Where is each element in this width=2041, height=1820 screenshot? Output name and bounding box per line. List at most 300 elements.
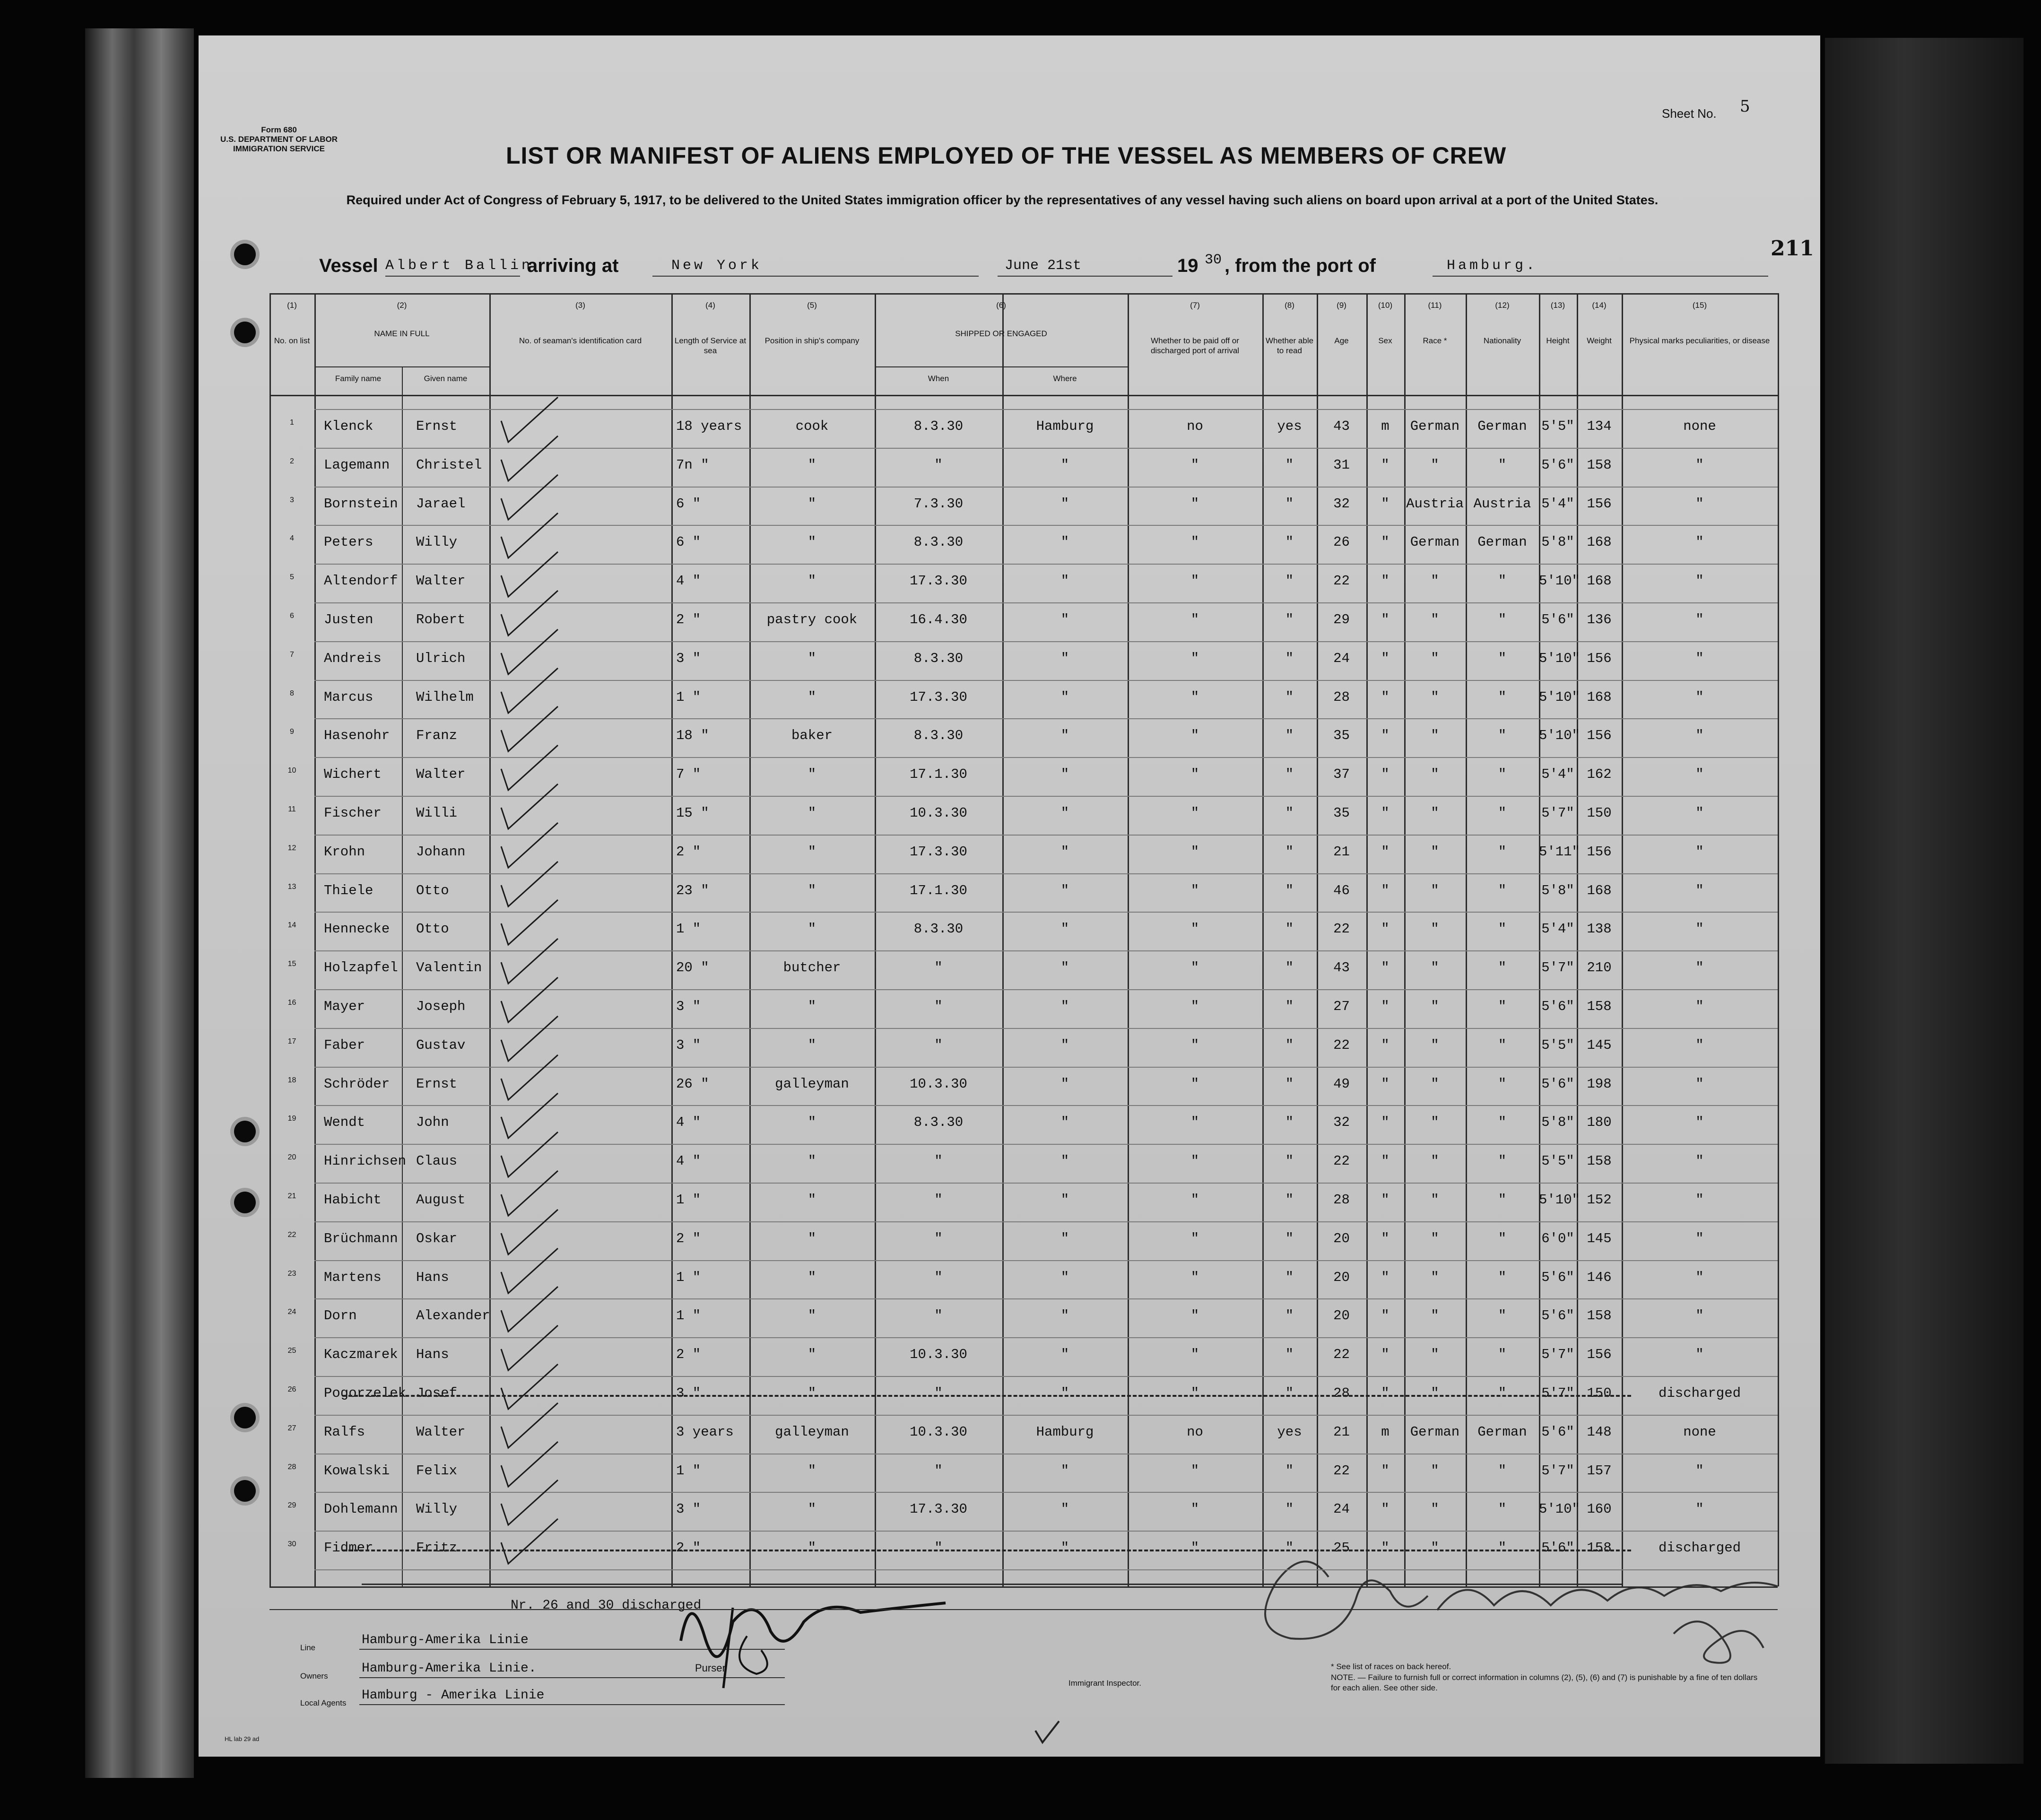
- cell-service: 4 ": [676, 1115, 701, 1131]
- cell-sex: ": [1381, 1540, 1390, 1556]
- cell-where: ": [1060, 882, 1069, 898]
- cell-no: 15: [287, 960, 296, 968]
- cell-marks: ": [1695, 1269, 1704, 1285]
- cell-given: Walter: [416, 573, 466, 589]
- cell-age: 29: [1333, 612, 1350, 627]
- cell-when: ": [934, 457, 943, 473]
- cell-given: Willi: [416, 805, 458, 821]
- date-underline: [998, 276, 1172, 277]
- cell-service: 1 ": [676, 1269, 701, 1285]
- cell-position: ": [808, 844, 816, 860]
- cell-race: ": [1431, 1463, 1439, 1479]
- cell-no: 6: [290, 612, 294, 620]
- cell-weight: 168: [1587, 534, 1612, 550]
- cell-paid: ": [1190, 805, 1199, 821]
- cell-where: ": [1060, 1192, 1069, 1208]
- cell-position: ": [808, 689, 816, 705]
- cell-given: John: [416, 1115, 449, 1131]
- cell-paid: ": [1190, 457, 1199, 473]
- cell-age: 31: [1333, 457, 1350, 473]
- cell-paid: ": [1190, 1269, 1199, 1285]
- cell-no: 16: [287, 999, 296, 1007]
- cell-position: ": [808, 1230, 816, 1246]
- cell-no: 7: [290, 650, 294, 659]
- cell-weight: 198: [1587, 1076, 1612, 1092]
- page-number: 211: [1771, 236, 1814, 261]
- cell-where: Hamburg: [1036, 418, 1094, 434]
- cell-weight: 146: [1587, 1269, 1612, 1285]
- cell-service: 7 ": [676, 766, 701, 783]
- cell-service: 2 ": [676, 612, 701, 627]
- cell-sex: ": [1381, 728, 1390, 744]
- cell-paid: ": [1190, 728, 1199, 744]
- vessel-underline: [385, 276, 520, 277]
- cell-paid: no: [1187, 418, 1203, 434]
- cell-when: ": [934, 1037, 943, 1053]
- cell-family: Mayer: [324, 999, 365, 1014]
- cell-weight: 210: [1587, 960, 1612, 976]
- cell-age: 27: [1333, 999, 1350, 1014]
- cell-nat: ": [1498, 921, 1507, 937]
- column-header: Sex: [1378, 336, 1392, 345]
- cell-marks: ": [1695, 612, 1704, 627]
- cell-marks: discharged: [1658, 1385, 1741, 1401]
- cell-family: Schröder: [324, 1076, 390, 1092]
- cell-when: ": [934, 1308, 943, 1324]
- cell-race: ": [1431, 612, 1439, 627]
- discharged-note: Nr. 26 and 30 discharged: [511, 1598, 702, 1613]
- cell-given: Christel: [416, 457, 482, 473]
- cell-paid: no: [1187, 1424, 1203, 1440]
- cell-read: ": [1285, 650, 1294, 666]
- cell-position: ": [808, 1037, 816, 1053]
- cell-height: 5'6": [1541, 1308, 1574, 1324]
- punch-hole: [234, 244, 256, 265]
- cell-read: ": [1285, 534, 1294, 550]
- sheet-label: Sheet No.: [1662, 106, 1717, 121]
- cell-nat: ": [1498, 1115, 1507, 1131]
- cell-family: Pogorzelek: [324, 1385, 407, 1401]
- cell-when: 10.3.30: [910, 1347, 967, 1363]
- cell-read: ": [1285, 960, 1294, 976]
- cell-sex: ": [1381, 1192, 1390, 1208]
- cell-read: ": [1285, 1269, 1294, 1285]
- cell-weight: 158: [1587, 1308, 1612, 1324]
- cell-read: ": [1285, 1037, 1294, 1053]
- cell-marks: ": [1695, 1076, 1704, 1092]
- cell-paid: ": [1190, 689, 1199, 705]
- cell-sex: ": [1381, 1230, 1390, 1246]
- cell-family: Hennecke: [324, 921, 390, 937]
- cell-paid: ": [1190, 612, 1199, 627]
- cell-marks: ": [1695, 650, 1704, 666]
- cell-when: 8.3.30: [913, 728, 964, 744]
- cell-sex: m: [1381, 418, 1390, 434]
- cell-height: 5'6": [1541, 999, 1574, 1014]
- cell-nat: ": [1498, 1037, 1507, 1053]
- cell-no: 20: [287, 1153, 296, 1162]
- cell-height: 5'10": [1539, 689, 1581, 705]
- cell-family: Martens: [324, 1269, 382, 1285]
- cell-nat: ": [1498, 1501, 1507, 1517]
- cell-nat: ": [1498, 1076, 1507, 1092]
- cell-nat: ": [1498, 457, 1507, 473]
- cell-where: ": [1060, 1308, 1069, 1324]
- cell-race: ": [1431, 650, 1439, 666]
- cell-no: 9: [290, 728, 294, 736]
- column-header: NAME IN FULL: [374, 329, 430, 338]
- column-number: (5): [807, 301, 817, 310]
- cell-service: 2 ": [676, 1347, 701, 1363]
- cell-age: 49: [1333, 1076, 1350, 1092]
- race-note: * See list of races on back hereof.: [1331, 1662, 1451, 1671]
- cell-when: 7.3.30: [913, 496, 964, 512]
- cell-age: 21: [1333, 1424, 1350, 1440]
- cell-nat: German: [1477, 1424, 1527, 1440]
- cell-no: 12: [287, 844, 296, 852]
- cell-no: 26: [287, 1385, 296, 1393]
- cell-given: Josef: [416, 1385, 458, 1401]
- cell-nat: ": [1498, 1347, 1507, 1363]
- cell-paid: ": [1190, 1308, 1199, 1324]
- cell-family: Dohlemann: [324, 1501, 398, 1517]
- cell-family: Lagemann: [324, 457, 390, 473]
- cell-sex: ": [1381, 1115, 1390, 1131]
- cell-family: Kowalski: [324, 1463, 390, 1479]
- cell-read: ": [1285, 921, 1294, 937]
- cell-sex: ": [1381, 1501, 1390, 1517]
- cell-where: ": [1060, 1347, 1069, 1363]
- cell-given: Ernst: [416, 1076, 458, 1092]
- cell-weight: 150: [1587, 805, 1612, 821]
- cell-position: ": [808, 496, 816, 512]
- cell-sex: ": [1381, 1153, 1390, 1169]
- cell-weight: 156: [1587, 728, 1612, 744]
- cell-family: Fidmer: [324, 1540, 373, 1556]
- cell-weight: 138: [1587, 921, 1612, 937]
- cell-nat: ": [1498, 1308, 1507, 1324]
- cell-nat: ": [1498, 728, 1507, 744]
- cell-position: ": [808, 650, 816, 666]
- cell-read: ": [1285, 1540, 1294, 1556]
- cell-when: ": [934, 960, 943, 976]
- cell-height: 5'6": [1541, 1540, 1574, 1556]
- cell-read: ": [1285, 612, 1294, 627]
- agents-underline: [359, 1704, 785, 1705]
- cell-sex: ": [1381, 534, 1390, 550]
- cell-family: Krohn: [324, 844, 365, 860]
- cell-given: Willy: [416, 534, 458, 550]
- cell-height: 6'0": [1541, 1230, 1574, 1246]
- column-header: Weight: [1587, 336, 1612, 345]
- cell-paid: ": [1190, 1501, 1199, 1517]
- cell-position: ": [808, 1385, 816, 1401]
- cell-height: 5'5": [1541, 418, 1574, 434]
- cell-height: 5'6": [1541, 457, 1574, 473]
- cell-given: Oskar: [416, 1230, 458, 1246]
- cell-weight: 168: [1587, 882, 1612, 898]
- cell-paid: ": [1190, 1463, 1199, 1479]
- cell-age: 32: [1333, 1115, 1350, 1131]
- cell-race: ": [1431, 999, 1439, 1014]
- cell-family: Andreis: [324, 650, 382, 666]
- cell-height: 5'7": [1541, 960, 1574, 976]
- given-name-header: Given name: [424, 374, 468, 383]
- cell-no: 18: [287, 1076, 296, 1084]
- cell-position: ": [808, 1501, 816, 1517]
- purser-label: Purser: [695, 1662, 726, 1674]
- cell-age: 28: [1333, 1385, 1350, 1401]
- cell-where: ": [1060, 1540, 1069, 1556]
- cell-race: ": [1431, 766, 1439, 783]
- cell-service: 2 ": [676, 1540, 701, 1556]
- cell-given: Hans: [416, 1347, 449, 1363]
- cell-position: ": [808, 1115, 816, 1131]
- column-header: Age: [1334, 336, 1349, 345]
- cell-height: 5'10": [1539, 650, 1581, 666]
- cell-where: ": [1060, 999, 1069, 1014]
- cell-where: ": [1060, 1501, 1069, 1517]
- cell-read: ": [1285, 689, 1294, 705]
- cell-weight: 158: [1587, 1153, 1612, 1169]
- cell-when: 8.3.30: [913, 921, 964, 937]
- shipped-subheader-border: [875, 366, 1128, 367]
- cell-given: Franz: [416, 728, 458, 744]
- cell-height: 5'10": [1539, 1501, 1581, 1517]
- cell-race: ": [1431, 1269, 1439, 1285]
- cell-age: 26: [1333, 534, 1350, 550]
- cell-family: Marcus: [324, 689, 373, 705]
- cell-read: ": [1285, 573, 1294, 589]
- cell-age: 28: [1333, 1192, 1350, 1208]
- cell-where: ": [1060, 496, 1069, 512]
- cell-when: 8.3.30: [913, 534, 964, 550]
- cell-service: 18 ": [676, 728, 709, 744]
- cell-marks: ": [1695, 921, 1704, 937]
- cell-weight: 168: [1587, 573, 1612, 589]
- cell-no: 14: [287, 921, 296, 930]
- line-value: Hamburg-Amerika Linie: [362, 1633, 529, 1647]
- cell-service: 4 ": [676, 573, 701, 589]
- cell-service: 3 years: [676, 1424, 734, 1440]
- cell-no: 24: [287, 1308, 296, 1316]
- cell-position: ": [808, 921, 816, 937]
- cell-given: Otto: [416, 921, 449, 937]
- cell-when: ": [934, 1230, 943, 1246]
- cell-read: ": [1285, 1230, 1294, 1246]
- cell-race: ": [1431, 1308, 1439, 1324]
- cell-family: Wendt: [324, 1115, 365, 1131]
- cell-position: galleyman: [775, 1076, 849, 1092]
- cell-age: 43: [1333, 418, 1350, 434]
- cell-sex: ": [1381, 844, 1390, 860]
- cell-age: 32: [1333, 496, 1350, 512]
- cell-no: 19: [287, 1115, 296, 1123]
- cell-height: 5'11": [1539, 844, 1581, 860]
- cell-sex: ": [1381, 960, 1390, 976]
- cell-family: Holzapfel: [324, 960, 398, 976]
- port-underline: [652, 276, 979, 277]
- cell-paid: ": [1190, 650, 1199, 666]
- table-header-border: [269, 395, 1778, 396]
- cell-no: 23: [287, 1269, 296, 1278]
- cell-family: Wichert: [324, 766, 382, 783]
- cell-family: Fischer: [324, 805, 382, 821]
- cell-read: ": [1285, 1308, 1294, 1324]
- cell-no: 25: [287, 1347, 296, 1355]
- cell-paid: ": [1190, 882, 1199, 898]
- cell-race: ": [1431, 1385, 1439, 1401]
- table-bottom-border: [269, 1586, 1778, 1588]
- cell-service: 7n ": [676, 457, 709, 473]
- manifest-page: [199, 35, 1820, 1757]
- cell-where: ": [1060, 689, 1069, 705]
- cell-age: 37: [1333, 766, 1350, 783]
- year-prefix: 19: [1177, 255, 1199, 276]
- cell-height: 5'8": [1541, 534, 1574, 550]
- cell-marks: ": [1695, 1308, 1704, 1324]
- cell-height: 5'8": [1541, 1115, 1574, 1131]
- cell-height: 5'6": [1541, 1269, 1574, 1285]
- cell-race: ": [1431, 1076, 1439, 1092]
- column-number: (14): [1592, 301, 1607, 310]
- cell-given: Gustav: [416, 1037, 466, 1053]
- cell-given: Felix: [416, 1463, 458, 1479]
- form-header: [208, 125, 350, 154]
- column-header: Position in ship's company: [764, 336, 860, 345]
- cell-sex: ": [1381, 882, 1390, 898]
- cell-position: ": [808, 766, 816, 783]
- cell-given: Claus: [416, 1153, 458, 1169]
- cell-no: 13: [287, 882, 296, 891]
- cell-family: Altendorf: [324, 573, 398, 589]
- cell-read: ": [1285, 1153, 1294, 1169]
- cell-position: ": [808, 573, 816, 589]
- service: IMMIGRATION SERVICE: [233, 144, 325, 153]
- cell-position: ": [808, 882, 816, 898]
- cell-age: 46: [1333, 882, 1350, 898]
- cell-age: 22: [1333, 1153, 1350, 1169]
- cell-where: ": [1060, 1385, 1069, 1401]
- cell-given: Otto: [416, 882, 449, 898]
- cell-family: Bornstein: [324, 496, 398, 512]
- column-number: (4): [705, 301, 715, 310]
- cell-read: ": [1285, 999, 1294, 1014]
- cell-age: 24: [1333, 650, 1350, 666]
- cell-where: ": [1060, 960, 1069, 976]
- cell-when: 17.1.30: [910, 882, 967, 898]
- cell-position: ": [808, 1308, 816, 1324]
- cell-height: 5'7": [1541, 1463, 1574, 1479]
- cell-no: 5: [290, 573, 294, 582]
- cell-height: 5'6": [1541, 612, 1574, 627]
- cell-paid: ": [1190, 921, 1199, 937]
- vessel-name: Albert Ballin: [385, 258, 533, 274]
- cell-where: ": [1060, 573, 1069, 589]
- column-number: (8): [1285, 301, 1294, 310]
- cell-service: 1 ": [676, 1308, 701, 1324]
- cell-weight: 158: [1587, 457, 1612, 473]
- cell-marks: ": [1695, 1153, 1704, 1169]
- cell-service: 3 ": [676, 650, 701, 666]
- cell-nat: German: [1477, 418, 1527, 434]
- cell-given: Hans: [416, 1269, 449, 1285]
- book-binding: [85, 28, 194, 1778]
- cell-marks: ": [1695, 457, 1704, 473]
- cell-given: Willy: [416, 1501, 458, 1517]
- cell-where: ": [1060, 728, 1069, 744]
- cell-service: 4 ": [676, 1153, 701, 1169]
- agents-value: Hamburg - Amerika Linie: [362, 1688, 545, 1703]
- cell-weight: 162: [1587, 766, 1612, 783]
- cell-no: 8: [290, 689, 294, 697]
- cell-position: baker: [791, 728, 833, 744]
- cell-weight: 158: [1587, 999, 1612, 1014]
- cell-position: ": [808, 1540, 816, 1556]
- cell-weight: 134: [1587, 418, 1612, 434]
- cell-service: 26 ": [676, 1076, 709, 1092]
- cell-marks: ": [1695, 689, 1704, 705]
- cell-marks: ": [1695, 805, 1704, 821]
- strike-through-line: [343, 1395, 1631, 1397]
- cell-weight: 157: [1587, 1463, 1612, 1479]
- cell-race: ": [1431, 805, 1439, 821]
- column-number: (9): [1337, 301, 1346, 310]
- cell-when: ": [934, 1463, 943, 1479]
- cell-family: Justen: [324, 612, 373, 627]
- cell-where: ": [1060, 805, 1069, 821]
- cell-given: Joseph: [416, 999, 466, 1014]
- cell-race: ": [1431, 1192, 1439, 1208]
- cell-no: 21: [287, 1192, 296, 1200]
- cell-given: Johann: [416, 844, 466, 860]
- cell-read: ": [1285, 766, 1294, 783]
- cell-where: ": [1060, 1115, 1069, 1131]
- cell-when: 10.3.30: [910, 1424, 967, 1440]
- from-label: , from the port of: [1225, 255, 1376, 276]
- page-title: LIST OR MANIFEST OF ALIENS EMPLOYED OF THE VESSEL AS MEMBERS OF CREW: [506, 142, 1507, 169]
- cell-age: 35: [1333, 728, 1350, 744]
- cell-weight: 136: [1587, 612, 1612, 627]
- cell-weight: 168: [1587, 689, 1612, 705]
- cell-where: ": [1060, 457, 1069, 473]
- cell-height: 5'7": [1541, 805, 1574, 821]
- cell-given: Valentin: [416, 960, 482, 976]
- when-header: When: [928, 374, 949, 383]
- cell-race: ": [1431, 960, 1439, 976]
- cell-position: ": [808, 1269, 816, 1285]
- cell-nat: ": [1498, 1153, 1507, 1169]
- cell-marks: ": [1695, 1037, 1704, 1053]
- cell-race: ": [1431, 1153, 1439, 1169]
- cell-read: yes: [1277, 418, 1302, 434]
- cell-sex: ": [1381, 1076, 1390, 1092]
- year-suffix: 30: [1205, 252, 1222, 268]
- printer-mark: HL lab 29 ad: [225, 1735, 260, 1742]
- cell-service: 2 ": [676, 844, 701, 860]
- cell-nat: ": [1498, 1192, 1507, 1208]
- cell-read: ": [1285, 844, 1294, 860]
- cell-service: 3 ": [676, 1385, 701, 1401]
- cell-height: 5'4": [1541, 921, 1574, 937]
- cell-position: butcher: [783, 960, 841, 976]
- cell-read: ": [1285, 1501, 1294, 1517]
- cell-no: 27: [287, 1424, 296, 1432]
- cell-service: 18 years: [676, 418, 742, 434]
- cell-nat: ": [1498, 1269, 1507, 1285]
- cell-paid: ": [1190, 573, 1199, 589]
- cell-age: 20: [1333, 1308, 1350, 1324]
